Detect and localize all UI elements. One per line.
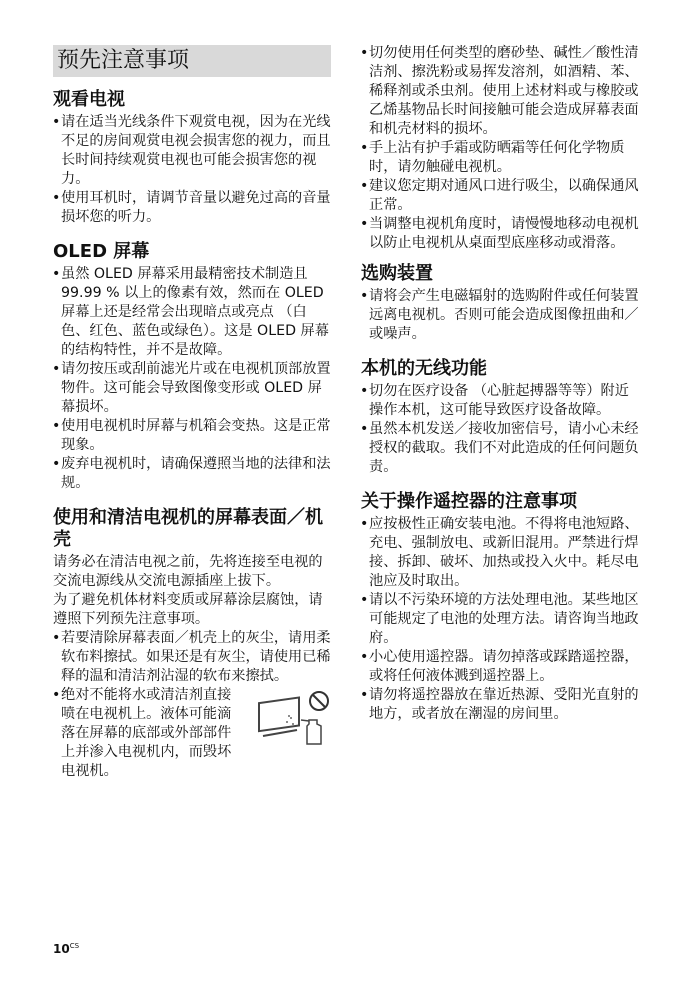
list-item: • 虽然本机发送／接收加密信号，请小心未经授权的截取。我们不对此造成的任何问题负责。	[361, 420, 642, 477]
list-item: • 若要清除屏幕表面／机壳上的灰尘，请用柔软布料擦拭。如果还是有灰尘，请使用已稀释的温和清洁剂沾湿的软布来擦拭。	[53, 629, 331, 686]
section-oled-screen	[53, 241, 331, 493]
section-optional-devices	[361, 263, 642, 344]
section-cleaning	[53, 507, 331, 781]
list-item-text: • 绝对不能将水或清洁剂直接喷在电视机上。液体可能滴落在屏幕的底部或外部部件上并渗入电视机内，而毁坏电视机。	[61, 687, 232, 779]
section-heading: OLED 屏幕	[53, 241, 150, 262]
paragraph: 请务必在清洁电视之前，先将连接至电视的交流电源线从交流电源插座上拔下。	[53, 554, 323, 589]
section-heading: 使用和清洁电视机的屏幕表面／机壳	[53, 507, 323, 550]
no-spray-tv-illustration	[253, 690, 331, 750]
paragraph: 为了避免机体材料变质或屏幕涂层腐蚀，请遵照下列预先注意事项。	[53, 592, 323, 627]
section-heading: 观看电视	[53, 89, 125, 110]
list-item: • 当调整电视机角度时，请慢慢地移动电视机以防止电视机从桌面型底座移动或滑落。	[361, 215, 642, 253]
list-item: • 切勿在医疗设备 （心脏起搏器等等）附近操作本机，这可能导致医疗设备故障。	[361, 382, 642, 420]
section-heading: 本机的无线功能	[361, 358, 487, 379]
list-item: • 请在适当光线条件下观赏电视，因为在光线不足的房间观赏电视会损害您的视力，而且长时间持续观赏电视也可能会损害您的视力。	[53, 113, 331, 189]
page-number	[53, 942, 79, 956]
page-number-value: 10	[53, 942, 70, 956]
section-cleaning-cont	[361, 44, 642, 253]
list-item: • 切勿使用任何类型的磨砂垫、碱性／酸性清洁剂、擦洗粉或易挥发溶剂，如酒精、苯、稀释剂或杀虫剂。使用上述材料或与橡胶或乙烯基物品长时间接触可能会造成屏幕表面和机壳材料的损坏。	[361, 44, 642, 139]
list-item: • 使用耳机时，请调节音量以避免过高的音量损坏您的听力。	[53, 189, 331, 227]
list-item	[53, 686, 331, 781]
list-item: • 废弃电视机时，请确保遵照当地的法律和法规。	[53, 455, 331, 493]
list-item: • 请勿按压或刮前滤光片或在电视机顶部放置物件。这可能会导致图像变形或 OLED 屏幕损坏。	[53, 360, 331, 417]
section-heading: 关于操作遥控器的注意事项	[361, 491, 577, 512]
right-column	[361, 44, 642, 738]
section-watching-tv	[53, 89, 331, 227]
list-item: • 虽然 OLED 屏幕采用最精密技术制造且 99.99 % 以上的像素有效，然而在 OLED 屏幕上还是经常会出现暗点或亮点 （白色、红色、蓝色或绿色）。这是 OLED 屏幕的结构特性，并不是故障。	[53, 265, 331, 360]
section-heading: 选购装置	[361, 263, 433, 284]
list-item: • 使用电视机时屏幕与机箱会变热。这是正常现象。	[53, 417, 331, 455]
list-item: • 手上沾有护手霜或防晒霜等任何化学物质时，请勿触碰电视机。	[361, 139, 642, 177]
list-item: • 小心使用遥控器。请勿掉落或踩踏遥控器，或将任何液体溅到遥控器上。	[361, 648, 642, 686]
section-remote	[361, 491, 642, 724]
list-item: • 请将会产生电磁辐射的选购附件或任何装置远离电视机。否则可能会造成图像扭曲和／或噪声。	[361, 287, 642, 344]
list-item: • 请勿将遥控器放在靠近热源、受阳光直射的地方，或者放在潮湿的房间里。	[361, 686, 642, 724]
page-title: 预先注意事项	[53, 45, 331, 77]
list-item: • 请以不污染环境的方法处理电池。某些地区可能规定了电池的处理方法。请咨询当地政府。	[361, 591, 642, 648]
language-code: CS	[69, 942, 80, 950]
left-column	[53, 44, 331, 795]
section-wireless	[361, 358, 642, 477]
list-item: • 建议您定期对通风口进行吸尘，以确保通风正常。	[361, 177, 642, 215]
list-item: • 应按极性正确安装电池。不得将电池短路、充电、强制放电、或新旧混用。严禁进行焊接、拆卸、破坏、加热或投入火中。耗尽电池应及时取出。	[361, 515, 642, 591]
